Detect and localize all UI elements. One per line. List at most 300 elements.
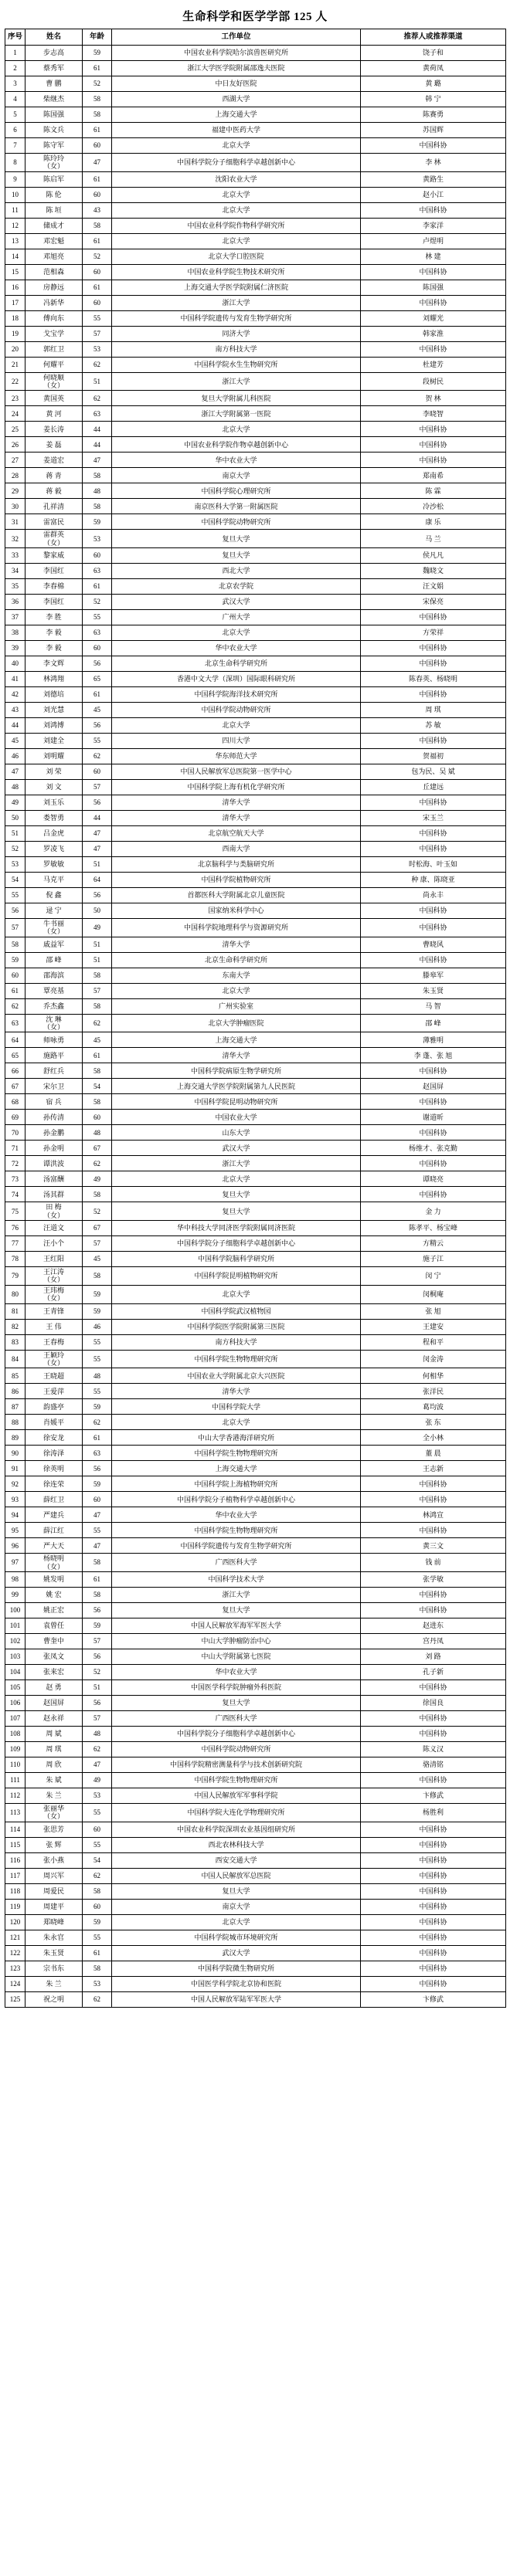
row-organization: 复旦大学 <box>112 1695 361 1710</box>
row-referrer: 赵进东 <box>361 1618 506 1633</box>
table-row <box>5 1976 506 1991</box>
row-referrer: 钱 前 <box>361 1554 506 1572</box>
row-index: 22 <box>5 372 26 391</box>
row-name: 傅向东 <box>26 310 83 326</box>
row-organization: 复旦大学 <box>112 1202 361 1221</box>
row-referrer: 刘 路 <box>361 1649 506 1664</box>
row-name: 姜 磊 <box>26 437 83 452</box>
row-age: 43 <box>83 202 112 218</box>
row-name: 朱玉贤 <box>26 1945 83 1961</box>
table-body <box>5 46 506 2008</box>
row-referrer: 中国科协 <box>361 138 506 154</box>
table-row <box>5 76 506 92</box>
row-index: 67 <box>5 1079 26 1094</box>
row-index: 3 <box>5 76 26 92</box>
row-index: 53 <box>5 857 26 873</box>
row-index: 123 <box>5 1961 26 1976</box>
table-row <box>5 873 506 888</box>
row-referrer: 中国科协 <box>361 1476 506 1492</box>
row-referrer: 中国科协 <box>361 1156 506 1171</box>
row-index: 59 <box>5 952 26 968</box>
row-referrer: 中国科协 <box>361 610 506 625</box>
row-organization: 北京大学 <box>112 1171 361 1187</box>
row-index: 32 <box>5 530 26 548</box>
row-name: 王玮梅 （女） <box>26 1285 83 1303</box>
row-age: 61 <box>83 280 112 295</box>
row-name: 林鸿翔 <box>26 672 83 687</box>
row-organization: 清华大学 <box>112 1048 361 1063</box>
row-index: 27 <box>5 452 26 468</box>
row-age: 60 <box>83 641 112 656</box>
row-referrer: 中国科协 <box>361 1914 506 1930</box>
row-index: 16 <box>5 280 26 295</box>
row-referrer: 宋保亮 <box>361 595 506 610</box>
row-index: 90 <box>5 1446 26 1461</box>
table-row <box>5 1202 506 1221</box>
row-referrer: 中国科协 <box>361 1492 506 1507</box>
row-organization: 中国人民解放军海军军医大学 <box>112 1618 361 1633</box>
table-row <box>5 1492 506 1507</box>
row-referrer: 闵 宁 <box>361 1267 506 1286</box>
table-row <box>5 780 506 795</box>
row-referrer: 韩 宁 <box>361 92 506 107</box>
table-row <box>5 391 506 406</box>
table-row <box>5 1633 506 1649</box>
row-index: 54 <box>5 873 26 888</box>
table-row <box>5 1945 506 1961</box>
row-organization: 中国科学院动物研究所 <box>112 703 361 718</box>
row-name: 徐安龙 <box>26 1430 83 1446</box>
table-row <box>5 514 506 530</box>
table-row <box>5 1221 506 1236</box>
row-referrer: 宫丹凤 <box>361 1633 506 1649</box>
row-index: 93 <box>5 1492 26 1507</box>
row-organization: 中国科学院海洋技术研究所 <box>112 687 361 703</box>
table-row <box>5 295 506 310</box>
table-row <box>5 1187 506 1202</box>
row-index: 23 <box>5 391 26 406</box>
row-age: 58 <box>83 107 112 123</box>
table-row <box>5 1757 506 1772</box>
row-organization: 中国科学院大连化学物理研究所 <box>112 1803 361 1822</box>
row-index: 40 <box>5 656 26 672</box>
row-name: 娄智勇 <box>26 811 83 826</box>
row-age: 67 <box>83 1221 112 1236</box>
row-age: 61 <box>83 61 112 76</box>
table-row <box>5 154 506 172</box>
row-name: 雷群英 （女） <box>26 530 83 548</box>
row-organization: 复旦大学 <box>112 1187 361 1202</box>
row-organization: 中国科学院动物研究所 <box>112 1741 361 1757</box>
row-name: 徐涛泽 <box>26 1446 83 1461</box>
row-referrer: 赵小江 <box>361 187 506 202</box>
row-organization: 中国科学院上海植物研究所 <box>112 1476 361 1492</box>
row-age: 64 <box>83 873 112 888</box>
table-row <box>5 625 506 641</box>
row-organization: 中国医学科学院肿瘤外科医院 <box>112 1679 361 1695</box>
row-index: 118 <box>5 1883 26 1899</box>
row-name: 范相森 <box>26 264 83 280</box>
row-age: 52 <box>83 76 112 92</box>
row-age: 61 <box>83 1430 112 1446</box>
row-name: 戈宝学 <box>26 326 83 341</box>
row-name: 韵盛亭 <box>26 1399 83 1415</box>
table-row <box>5 1476 506 1492</box>
row-index: 66 <box>5 1063 26 1079</box>
row-name: 袁曾任 <box>26 1618 83 1633</box>
table-row <box>5 280 506 295</box>
row-age: 57 <box>83 780 112 795</box>
row-index: 87 <box>5 1399 26 1415</box>
row-organization: 中国科学院地理科学与资源研究所 <box>112 919 361 937</box>
row-age: 63 <box>83 625 112 641</box>
row-referrer: 苏 敏 <box>361 718 506 734</box>
row-name: 房静远 <box>26 280 83 295</box>
row-name: 祝之明 <box>26 1991 83 2007</box>
row-referrer: 薄雅明 <box>361 1032 506 1048</box>
row-referrer: 张洋民 <box>361 1384 506 1399</box>
row-name: 张思芳 <box>26 1822 83 1837</box>
row-name: 黄国英 <box>26 391 83 406</box>
row-organization: 北京大学 <box>112 983 361 998</box>
row-age: 57 <box>83 983 112 998</box>
row-organization: 清华大学 <box>112 937 361 952</box>
row-index: 109 <box>5 1741 26 1757</box>
table-row <box>5 499 506 514</box>
row-organization: 北京大学 <box>112 625 361 641</box>
row-name: 朱 兰 <box>26 1788 83 1803</box>
row-age: 49 <box>83 1171 112 1187</box>
row-referrer: 马 兰 <box>361 530 506 548</box>
row-referrer: 中国科协 <box>361 202 506 218</box>
row-age: 57 <box>83 1710 112 1726</box>
row-age: 53 <box>83 1976 112 1991</box>
row-referrer: 韩家淮 <box>361 326 506 341</box>
row-index: 116 <box>5 1852 26 1868</box>
row-referrer: 陈春英、杨晓明 <box>361 672 506 687</box>
row-organization: 南方科技大学 <box>112 1334 361 1350</box>
row-age: 58 <box>83 92 112 107</box>
table-row <box>5 734 506 749</box>
table-row <box>5 1772 506 1788</box>
row-referrer: 中国科协 <box>361 1679 506 1695</box>
row-organization: 清华大学 <box>112 811 361 826</box>
row-referrer: 王志新 <box>361 1461 506 1476</box>
table-row <box>5 61 506 76</box>
row-name: 王江涛 （女） <box>26 1267 83 1286</box>
row-index: 42 <box>5 687 26 703</box>
row-organization: 中国人民解放军陆军军医大学 <box>112 1991 361 2007</box>
table-row <box>5 1236 506 1252</box>
row-name: 刘明耀 <box>26 749 83 764</box>
row-referrer: 饶子和 <box>361 46 506 61</box>
row-organization: 中国科学院精密测量科学与技术创新研究院 <box>112 1757 361 1772</box>
row-referrer: 黄荷凤 <box>361 61 506 76</box>
row-age: 44 <box>83 437 112 452</box>
table-row <box>5 1523 506 1538</box>
row-organization: 中山大学香港海洋研究所 <box>112 1430 361 1446</box>
row-name: 汤富酬 <box>26 1171 83 1187</box>
page-title: 生命科学和医学学部 125 人 <box>182 11 328 23</box>
row-name: 严大天 <box>26 1538 83 1554</box>
row-name: 薛红卫 <box>26 1492 83 1507</box>
table-row <box>5 903 506 919</box>
row-index: 31 <box>5 514 26 530</box>
row-age: 55 <box>83 1384 112 1399</box>
table-row <box>5 703 506 718</box>
row-organization: 中国科学院昆明植物研究所 <box>112 1267 361 1286</box>
table-row <box>5 811 506 826</box>
row-referrer: 黄 璐 <box>361 76 506 92</box>
table-row <box>5 1285 506 1303</box>
row-name: 曹 鹏 <box>26 76 83 92</box>
table-row <box>5 1399 506 1415</box>
row-referrer: 中国科协 <box>361 1868 506 1883</box>
row-age: 52 <box>83 1664 112 1679</box>
row-referrer: 徐国良 <box>361 1695 506 1710</box>
table-row <box>5 1507 506 1523</box>
row-organization: 北京农学院 <box>112 579 361 595</box>
row-age: 48 <box>83 1368 112 1384</box>
row-age: 60 <box>83 295 112 310</box>
row-index: 33 <box>5 548 26 564</box>
row-referrer: 包为民、吴 斌 <box>361 764 506 780</box>
row-index: 83 <box>5 1334 26 1350</box>
table-row <box>5 764 506 780</box>
row-referrer: 康 乐 <box>361 514 506 530</box>
row-name: 刘 文 <box>26 780 83 795</box>
row-name: 严建兵 <box>26 1507 83 1523</box>
table-row <box>5 718 506 734</box>
row-organization: 北京大学 <box>112 202 361 218</box>
row-age: 60 <box>83 264 112 280</box>
row-index: 89 <box>5 1430 26 1446</box>
row-organization: 中国医学科学院北京协和医院 <box>112 1976 361 1991</box>
row-name: 汪道文 <box>26 1221 83 1236</box>
row-referrer: 陈 霖 <box>361 483 506 499</box>
row-age: 59 <box>83 1303 112 1319</box>
row-referrer: 中国科协 <box>361 264 506 280</box>
table-row <box>5 372 506 391</box>
row-age: 53 <box>83 530 112 548</box>
row-name: 戚益军 <box>26 937 83 952</box>
row-referrer: 中国科协 <box>361 687 506 703</box>
table-row <box>5 641 506 656</box>
row-age: 48 <box>83 1726 112 1741</box>
row-index: 117 <box>5 1868 26 1883</box>
row-age: 59 <box>83 1399 112 1415</box>
table-row <box>5 1837 506 1852</box>
row-index: 104 <box>5 1664 26 1679</box>
row-referrer: 李 林 <box>361 154 506 172</box>
row-age: 62 <box>83 357 112 372</box>
row-organization: 北京大学 <box>112 1285 361 1303</box>
row-index: 57 <box>5 919 26 937</box>
row-organization: 北京脑科学与类脑研究所 <box>112 857 361 873</box>
table-row <box>5 564 506 579</box>
row-age: 46 <box>83 1319 112 1334</box>
table-row <box>5 672 506 687</box>
row-name: 李春棉 <box>26 579 83 595</box>
row-referrer: 中国科协 <box>361 826 506 842</box>
row-referrer: 贺福初 <box>361 749 506 764</box>
row-referrer: 周 琪 <box>361 703 506 718</box>
row-organization: 同济大学 <box>112 326 361 341</box>
row-index: 51 <box>5 826 26 842</box>
row-referrer: 郑南希 <box>361 468 506 483</box>
row-organization: 北京大学 <box>112 422 361 437</box>
row-age: 61 <box>83 123 112 138</box>
row-index: 102 <box>5 1633 26 1649</box>
row-referrer: 陈赛勇 <box>361 107 506 123</box>
row-organization: 中国科学院植物研究所 <box>112 873 361 888</box>
row-age: 58 <box>83 499 112 514</box>
row-index: 88 <box>5 1415 26 1430</box>
row-referrer: 程和平 <box>361 1334 506 1350</box>
table-row <box>5 826 506 842</box>
row-name: 邓旭亮 <box>26 249 83 264</box>
row-age: 58 <box>83 1883 112 1899</box>
row-referrer: 段树民 <box>361 372 506 391</box>
row-organization: 北京大学肿瘤医院 <box>112 1014 361 1032</box>
row-age: 58 <box>83 1267 112 1286</box>
row-name: 张小燕 <box>26 1852 83 1868</box>
row-index: 94 <box>5 1507 26 1523</box>
row-organization: 浙江大学 <box>112 1156 361 1171</box>
row-organization: 中国科学院大学 <box>112 1399 361 1415</box>
row-index: 47 <box>5 764 26 780</box>
row-referrer: 林 建 <box>361 249 506 264</box>
row-index: 37 <box>5 610 26 625</box>
row-name: 王红阳 <box>26 1252 83 1267</box>
row-referrer: 汪文娟 <box>361 579 506 595</box>
row-organization: 上海交通大学 <box>112 107 361 123</box>
row-age: 56 <box>83 656 112 672</box>
row-referrer: 侯凡凡 <box>361 548 506 564</box>
row-name: 李 毅 <box>26 641 83 656</box>
row-age: 57 <box>83 326 112 341</box>
table-row <box>5 1695 506 1710</box>
row-referrer: 杨维才、张克勤 <box>361 1141 506 1156</box>
row-age: 57 <box>83 1236 112 1252</box>
row-age: 60 <box>83 548 112 564</box>
row-index: 71 <box>5 1141 26 1156</box>
row-referrer: 中国科协 <box>361 1852 506 1868</box>
column-header-name: 姓名 <box>26 29 83 46</box>
row-name: 刘 荣 <box>26 764 83 780</box>
table-row <box>5 1554 506 1572</box>
row-name: 雷富民 <box>26 514 83 530</box>
row-organization: 西安交通大学 <box>112 1852 361 1868</box>
row-organization: 上海交通大学医学院附属仁济医院 <box>112 280 361 295</box>
table-row <box>5 468 506 483</box>
row-referrer: 谭晓亮 <box>361 1171 506 1187</box>
row-index: 17 <box>5 295 26 310</box>
row-age: 61 <box>83 233 112 249</box>
row-index: 28 <box>5 468 26 483</box>
row-index: 86 <box>5 1384 26 1399</box>
row-index: 2 <box>5 61 26 76</box>
row-age: 50 <box>83 903 112 919</box>
row-organization: 中国科学院生物物理研究所 <box>112 1772 361 1788</box>
row-age: 56 <box>83 718 112 734</box>
row-referrer: 中国科协 <box>361 1187 506 1202</box>
table-row <box>5 1094 506 1110</box>
row-organization: 中国农业科学院生物技术研究所 <box>112 264 361 280</box>
row-index: 24 <box>5 406 26 422</box>
row-index: 99 <box>5 1587 26 1602</box>
table-row <box>5 1063 506 1079</box>
row-referrer: 陈国强 <box>361 280 506 295</box>
table-row <box>5 1415 506 1430</box>
table-row <box>5 1110 506 1125</box>
row-name: 张丽华 （女） <box>26 1803 83 1822</box>
row-index: 85 <box>5 1368 26 1384</box>
row-referrer: 李晓智 <box>361 406 506 422</box>
row-age: 47 <box>83 154 112 172</box>
row-referrer: 贺 林 <box>361 391 506 406</box>
row-name: 刘光慧 <box>26 703 83 718</box>
row-organization: 北京大学 <box>112 138 361 154</box>
row-age: 60 <box>83 187 112 202</box>
row-referrer: 马 智 <box>361 998 506 1014</box>
row-index: 56 <box>5 903 26 919</box>
row-organization: 首都医科大学附属北京儿童医院 <box>112 888 361 903</box>
row-organization: 复旦大学 <box>112 1602 361 1618</box>
table-row <box>5 138 506 154</box>
row-index: 26 <box>5 437 26 452</box>
row-age: 48 <box>83 1125 112 1141</box>
table-header-row <box>5 29 506 46</box>
row-name: 李 胜 <box>26 610 83 625</box>
table-row <box>5 610 506 625</box>
row-organization: 中国人民解放军军事科学院 <box>112 1788 361 1803</box>
table-row <box>5 749 506 764</box>
row-index: 69 <box>5 1110 26 1125</box>
row-index: 8 <box>5 154 26 172</box>
table-row <box>5 1538 506 1554</box>
row-index: 34 <box>5 564 26 579</box>
row-organization: 南京大学 <box>112 468 361 483</box>
row-age: 63 <box>83 564 112 579</box>
table-row <box>5 1079 506 1094</box>
table-row <box>5 1788 506 1803</box>
table-row <box>5 857 506 873</box>
row-name: 逯 宁 <box>26 903 83 919</box>
row-name: 李 毅 <box>26 625 83 641</box>
row-referrer: 中国科协 <box>361 1125 506 1141</box>
row-name: 肖媛平 <box>26 1415 83 1430</box>
row-referrer: 冷沙松 <box>361 499 506 514</box>
row-age: 54 <box>83 1079 112 1094</box>
row-age: 48 <box>83 483 112 499</box>
row-age: 59 <box>83 1476 112 1492</box>
row-organization: 中国科学院心理研究所 <box>112 483 361 499</box>
row-index: 78 <box>5 1252 26 1267</box>
table-row <box>5 1171 506 1187</box>
row-referrer: 王建安 <box>361 1319 506 1334</box>
row-age: 55 <box>83 1803 112 1822</box>
row-age: 55 <box>83 1837 112 1852</box>
row-referrer: 尚永丰 <box>361 888 506 903</box>
table-row <box>5 437 506 452</box>
row-referrer: 中国科协 <box>361 641 506 656</box>
table-row <box>5 919 506 937</box>
row-name: 朱永官 <box>26 1930 83 1945</box>
row-name: 李国红 <box>26 564 83 579</box>
row-organization: 清华大学 <box>112 795 361 811</box>
row-index: 49 <box>5 795 26 811</box>
